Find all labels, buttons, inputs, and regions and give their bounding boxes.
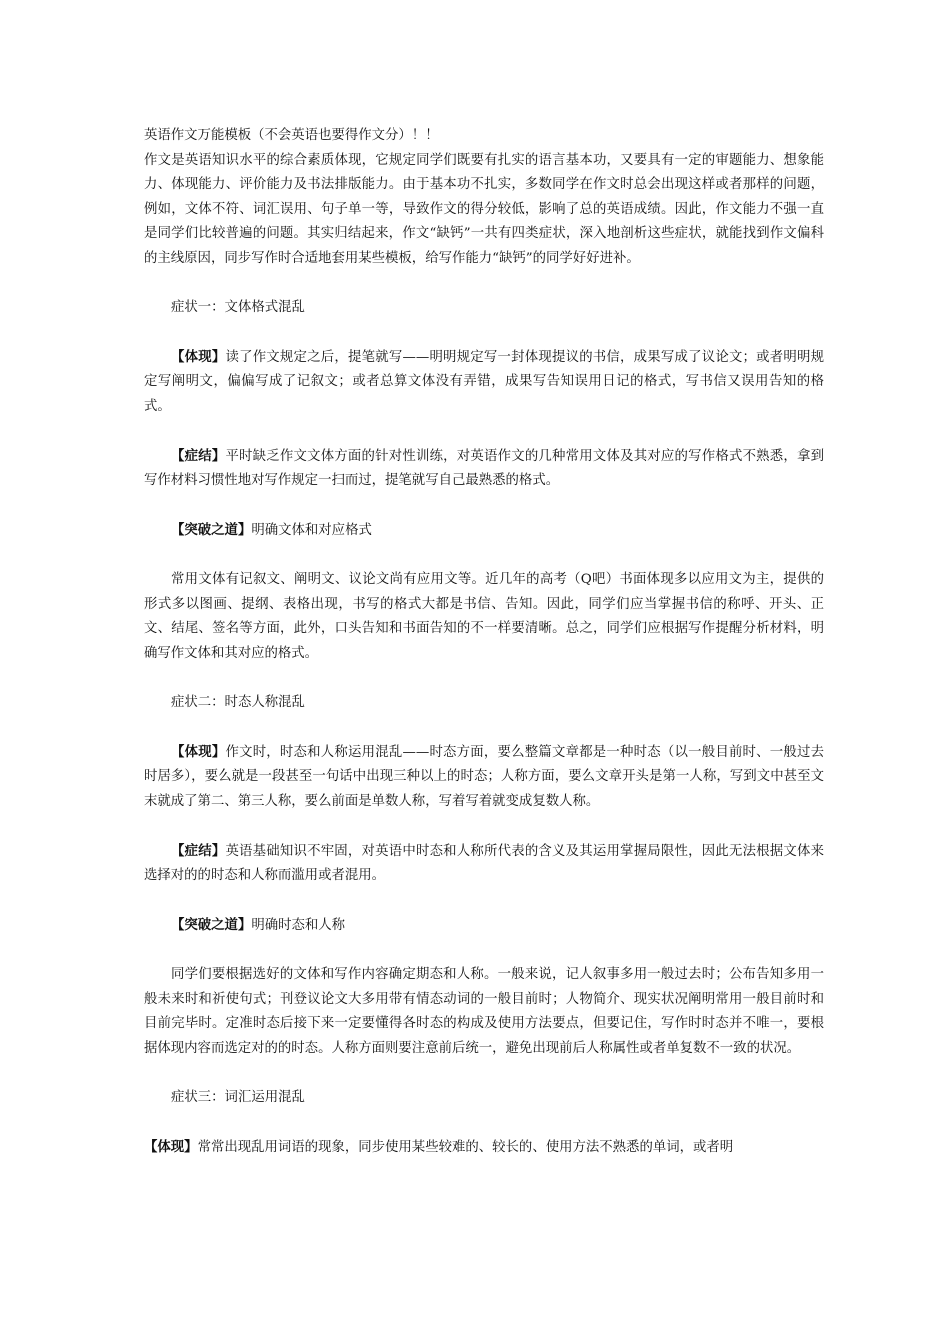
spacer <box>144 1110 824 1135</box>
document-page <box>144 124 824 1160</box>
symptom-3-manifestation <box>144 1135 824 1161</box>
symptom-2-cause <box>144 839 824 889</box>
manifestation-text: 作文时，时态和人称运用混乱——时态方面，要么整篇文章都是一种时态（以一般目前时、一般过去时居多），要么就是一段甚至一句话中出现三种以上的时态；人称方面，要么文章开头是第一人称，写到文中甚至文末就成了第二、第三人称，要么前面是单数人称，写着写着就变成复数人称。 <box>144 744 825 809</box>
symptom-1-heading: 症状一：文体格式混乱 <box>171 299 305 315</box>
solution-tag: 【突破之道】 <box>171 522 252 538</box>
spacer <box>144 1061 824 1086</box>
manifestation-tag: 【体现】 <box>171 743 226 760</box>
document-title: 英语作文万能模板（不会英语也要得作文分）！！ <box>144 128 439 143</box>
spacer <box>144 889 824 914</box>
spacer <box>144 320 824 345</box>
symptom-2-manifestation <box>144 740 824 815</box>
symptom-2-heading: 症状二：时态人称混乱 <box>171 694 305 710</box>
solution-text: 明确时态和人称 <box>251 918 346 933</box>
symptom-3-heading: 症状三：词汇运用混乱 <box>171 1089 305 1105</box>
cause-tag: 【症结】 <box>171 842 226 859</box>
spacer <box>144 666 824 691</box>
spacer <box>144 544 824 569</box>
solution-tag: 【突破之道】 <box>171 917 252 933</box>
spacer <box>144 271 824 296</box>
cause-tag: 【症结】 <box>171 447 226 464</box>
spacer <box>144 939 824 964</box>
cause-text: 平时缺乏作文文体方面的针对性训练，对英语作文的几种常用文体及其对应的写作格式不熟悉，拿到写作材料习惯性地对写作规定一扫而过，提笔就写自己最熟悉的格式。 <box>144 448 824 488</box>
solution-text: 明确文体和对应格式 <box>251 523 372 538</box>
symptom-1-solution <box>144 518 824 544</box>
symptom-1-cause <box>144 444 824 494</box>
symptom-2-solution <box>144 913 824 939</box>
cause-text: 英语基础知识不牢固，对英语中时态和人称所代表的含义及其运用掌握局限性，因此无法根据文体来选择对的的时态和人称而滥用或者混用。 <box>144 843 824 883</box>
spacer <box>144 494 824 519</box>
manifestation-tag: 【体现】 <box>144 1138 198 1155</box>
manifestation-text: 常常出现乱用词语的现象，同步使用某些较难的、较长的、使用方法不熟悉的单词，或者明 <box>197 1139 734 1155</box>
symptom-2-body: 同学们要根据选好的文体和写作内容确定期态和人称。一般来说，记人叙事多用一般过去时；公布告知多用一般未来时和祈使句式；刊登议论文大多用带有情态动词的一般目前时；人物简介、现实状况阐明常用一般目前时和目前完毕时。定准时态后接下来一定要懂得各时态的构成及使用方法要点，但要记住，写作时时态并不唯一，要根据体现内容而选定对的的时态。人称方面则要注意前后统一，避免出现前后人称属性或者单复数不一致的状况。 <box>144 967 824 1056</box>
spacer <box>144 814 824 839</box>
intro-paragraph: 作文是英语知识水平的综合素质体现，它规定同学们既要有扎实的语言基本功，又要具有一定的审题能力、想象能力、体现能力、评价能力及书法排版能力。由于基本功不扎实，多数同学在作文时总会出现这样或者那样的问题，例如，文体不符、词汇误用、句子单一等，导致作文的得分较低，影响了总的英语成绩。因此，作文能力不强一直是同学们比较普遍的问题。其实归结起来，作文“缺钙”一共有四类症状，深入地剖析这些症状，就能找到作文偏科的主线原因，同步写作时合适地套用某些模板，给写作能力“缺钙”的同学好好进补。 <box>144 152 824 266</box>
symptom-1-body: 常用文体有记叙文、阐明文、议论文尚有应用文等。近几年的高考（Q吧）书面体现多以应用文为主，提供的形式多以图画、提纲、表格出现，书写的格式大都是书信、告知。因此，同学们应当掌握书信的称呼、开头、正文、结尾、签名等方面，此外，口头告知和书面告知的不一样要清晰。总之，同学们应根据写作提醒分析材料，明确写作文体和其对应的格式。 <box>144 572 824 661</box>
symptom-1-manifestation <box>144 345 824 420</box>
spacer <box>144 715 824 740</box>
manifestation-text: 读了作文规定之后，提笔就写——明明规定写一封体现提议的书信，成果写成了议论文；或者明明规定写阐明文，偏偏写成了记叙文；或者总算文体没有弄错，成果写告知误用日记的格式，写书信又误用告知的格式。 <box>144 349 825 414</box>
spacer <box>144 419 824 444</box>
manifestation-tag: 【体现】 <box>171 348 226 365</box>
